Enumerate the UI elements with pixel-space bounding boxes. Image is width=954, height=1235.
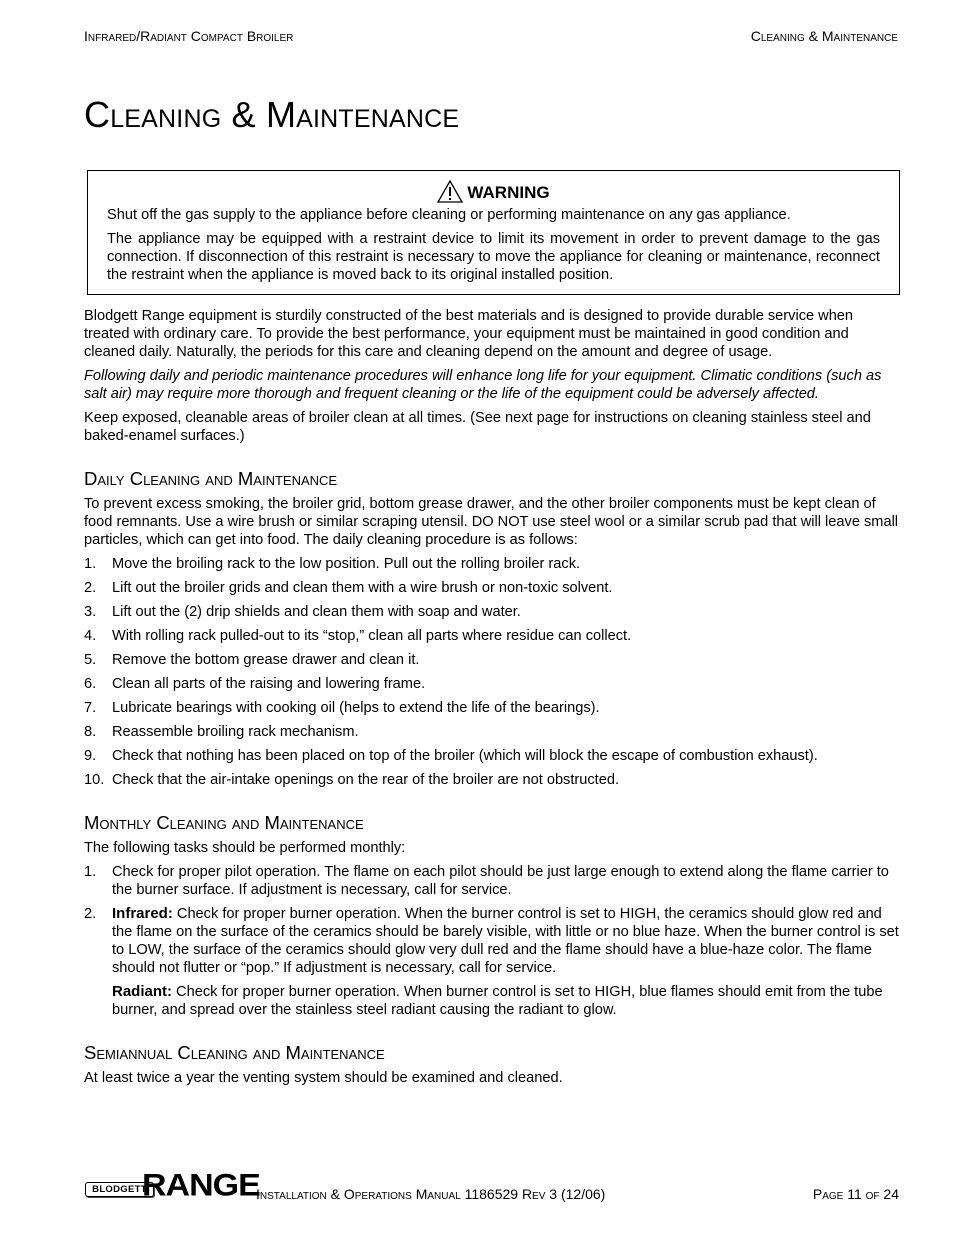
running-header-left: Infrared/Radiant Compact Broiler <box>84 28 294 44</box>
warning-heading <box>107 180 880 206</box>
warning-triangle-icon <box>437 180 463 203</box>
main-content <box>84 307 899 1093</box>
list-item: 1. Move the broiling rack to the low position. Pull out the rolling broiler rack. <box>84 556 581 572</box>
page-title: Cleaning & Maintenance <box>84 94 460 135</box>
list-item: 5. Remove the bottom grease drawer and clean it. <box>84 652 420 668</box>
warning-paragraph-2: The appliance may be equipped with a restraint device to limit its movement in order to prevent damage to the gas connection. If disconnection of this restraint is necessary to move the appliance for cleaning or maintenance, reconnect the restraint when the appliance is moved back to its original installed position. <box>107 231 880 283</box>
monthly-steps-list <box>84 863 899 1019</box>
list-item: 8. Reassemble broiling rack mechanism. <box>84 724 359 740</box>
range-wordmark: RANGE <box>142 1168 260 1203</box>
daily-heading: Daily Cleaning and Maintenance <box>84 468 338 489</box>
daily-intro: To prevent excess smoking, the broiler grid, bottom grease drawer, and the other broiler components must be kept clean of food remnants. Use a wire brush or similar scraping utensil. DO NOT use steel wool or a similar scrub pad that will leave small particles, which can get into food. The daily cleaning procedure is as follows: <box>84 496 899 548</box>
infrared-label: Infrared: <box>112 905 173 922</box>
blodgett-badge: BLODGETT <box>85 1182 154 1197</box>
list-item: 1. Check for proper pilot operation. The flame on each pilot should be just large enough to extend along the flame carrier to the burner surface. If adjustment is necessary, call for service. <box>84 864 889 898</box>
semiannual-heading: Semiannual Cleaning and Maintenance <box>84 1042 385 1063</box>
warning-paragraph-1: Shut off the gas supply to the appliance before cleaning or performing maintenance on any gas appliance. <box>107 207 791 223</box>
list-item: 7. Lubricate bearings with cooking oil (helps to extend the life of the bearings). <box>84 700 600 716</box>
page-footer <box>84 1168 899 1204</box>
manual-reference: Installation & Operations Manual 1186529 Rev 3 (12/06) <box>256 1186 606 1202</box>
radiant-label: Radiant: <box>112 983 172 1000</box>
running-header-right: Cleaning & Maintenance <box>750 28 898 44</box>
warning-label: WARNING <box>467 183 550 202</box>
list-item: 2. Lift out the broiler grids and clean them with a wire brush or non-toxic solvent. <box>84 580 613 596</box>
daily-steps-list <box>84 555 899 789</box>
list-item: 2. Infrared: Check for proper burner operation. When the burner control is set to HIGH, the ceramics should glow red and the flame on the surface of the ceramics should be barely visible, with little or no blue haze. When the burner control is set to LOW, the surface of the ceramics should glow very dull red and the flame should have a blue-haze color. The flame should not flutter or “pop.” If adjustment is necessary, call for service. Radiant: Check for proper burner operation. When burner control is set to HIGH, blue flames should emit from the tube burner, and spread over the stainless steel radiant causing the radiant to glow. <box>84 905 899 1018</box>
intro-paragraph-2: Following daily and periodic maintenance procedures will enhance long life for your equipment. Climatic conditions (such as salt air) may require more thorough and frequent cleaning or the life of the equipment could be adversely affected. <box>84 368 882 402</box>
page-number: Page 11 of 24 <box>812 1186 899 1202</box>
semiannual-text: At least twice a year the venting system should be examined and cleaned. <box>84 1070 563 1086</box>
intro-paragraph-3: Keep exposed, cleanable areas of broiler clean at all times. (See next page for instructions on cleaning stainless steel and baked-enamel surfaces.) <box>84 410 871 444</box>
intro-paragraph-1: Blodgett Range equipment is sturdily constructed of the best materials and is designed to provide durable service when treated with ordinary care. To provide the best performance, your equipment must be maintained in good condition and cleaned daily. Naturally, the periods for this care and cleaning depend on the amount and degree of usage. <box>84 308 854 360</box>
monthly-heading: Monthly Cleaning and Maintenance <box>84 812 364 833</box>
list-item: 9. Check that nothing has been placed on top of the broiler (which will block the escape of combustion exhaust). <box>84 748 818 764</box>
list-item: 10. Check that the air-intake openings on the rear of the broiler are not obstructed. <box>84 772 620 788</box>
list-item: 3. Lift out the (2) drip shields and clean them with soap and water. <box>84 604 521 620</box>
warning-box <box>87 170 900 295</box>
list-item: 4. With rolling rack pulled-out to its “stop,” clean all parts where residue can collect. <box>84 628 632 644</box>
list-item: 6. Clean all parts of the raising and lowering frame. <box>84 676 426 692</box>
monthly-intro: The following tasks should be performed monthly: <box>84 840 406 856</box>
